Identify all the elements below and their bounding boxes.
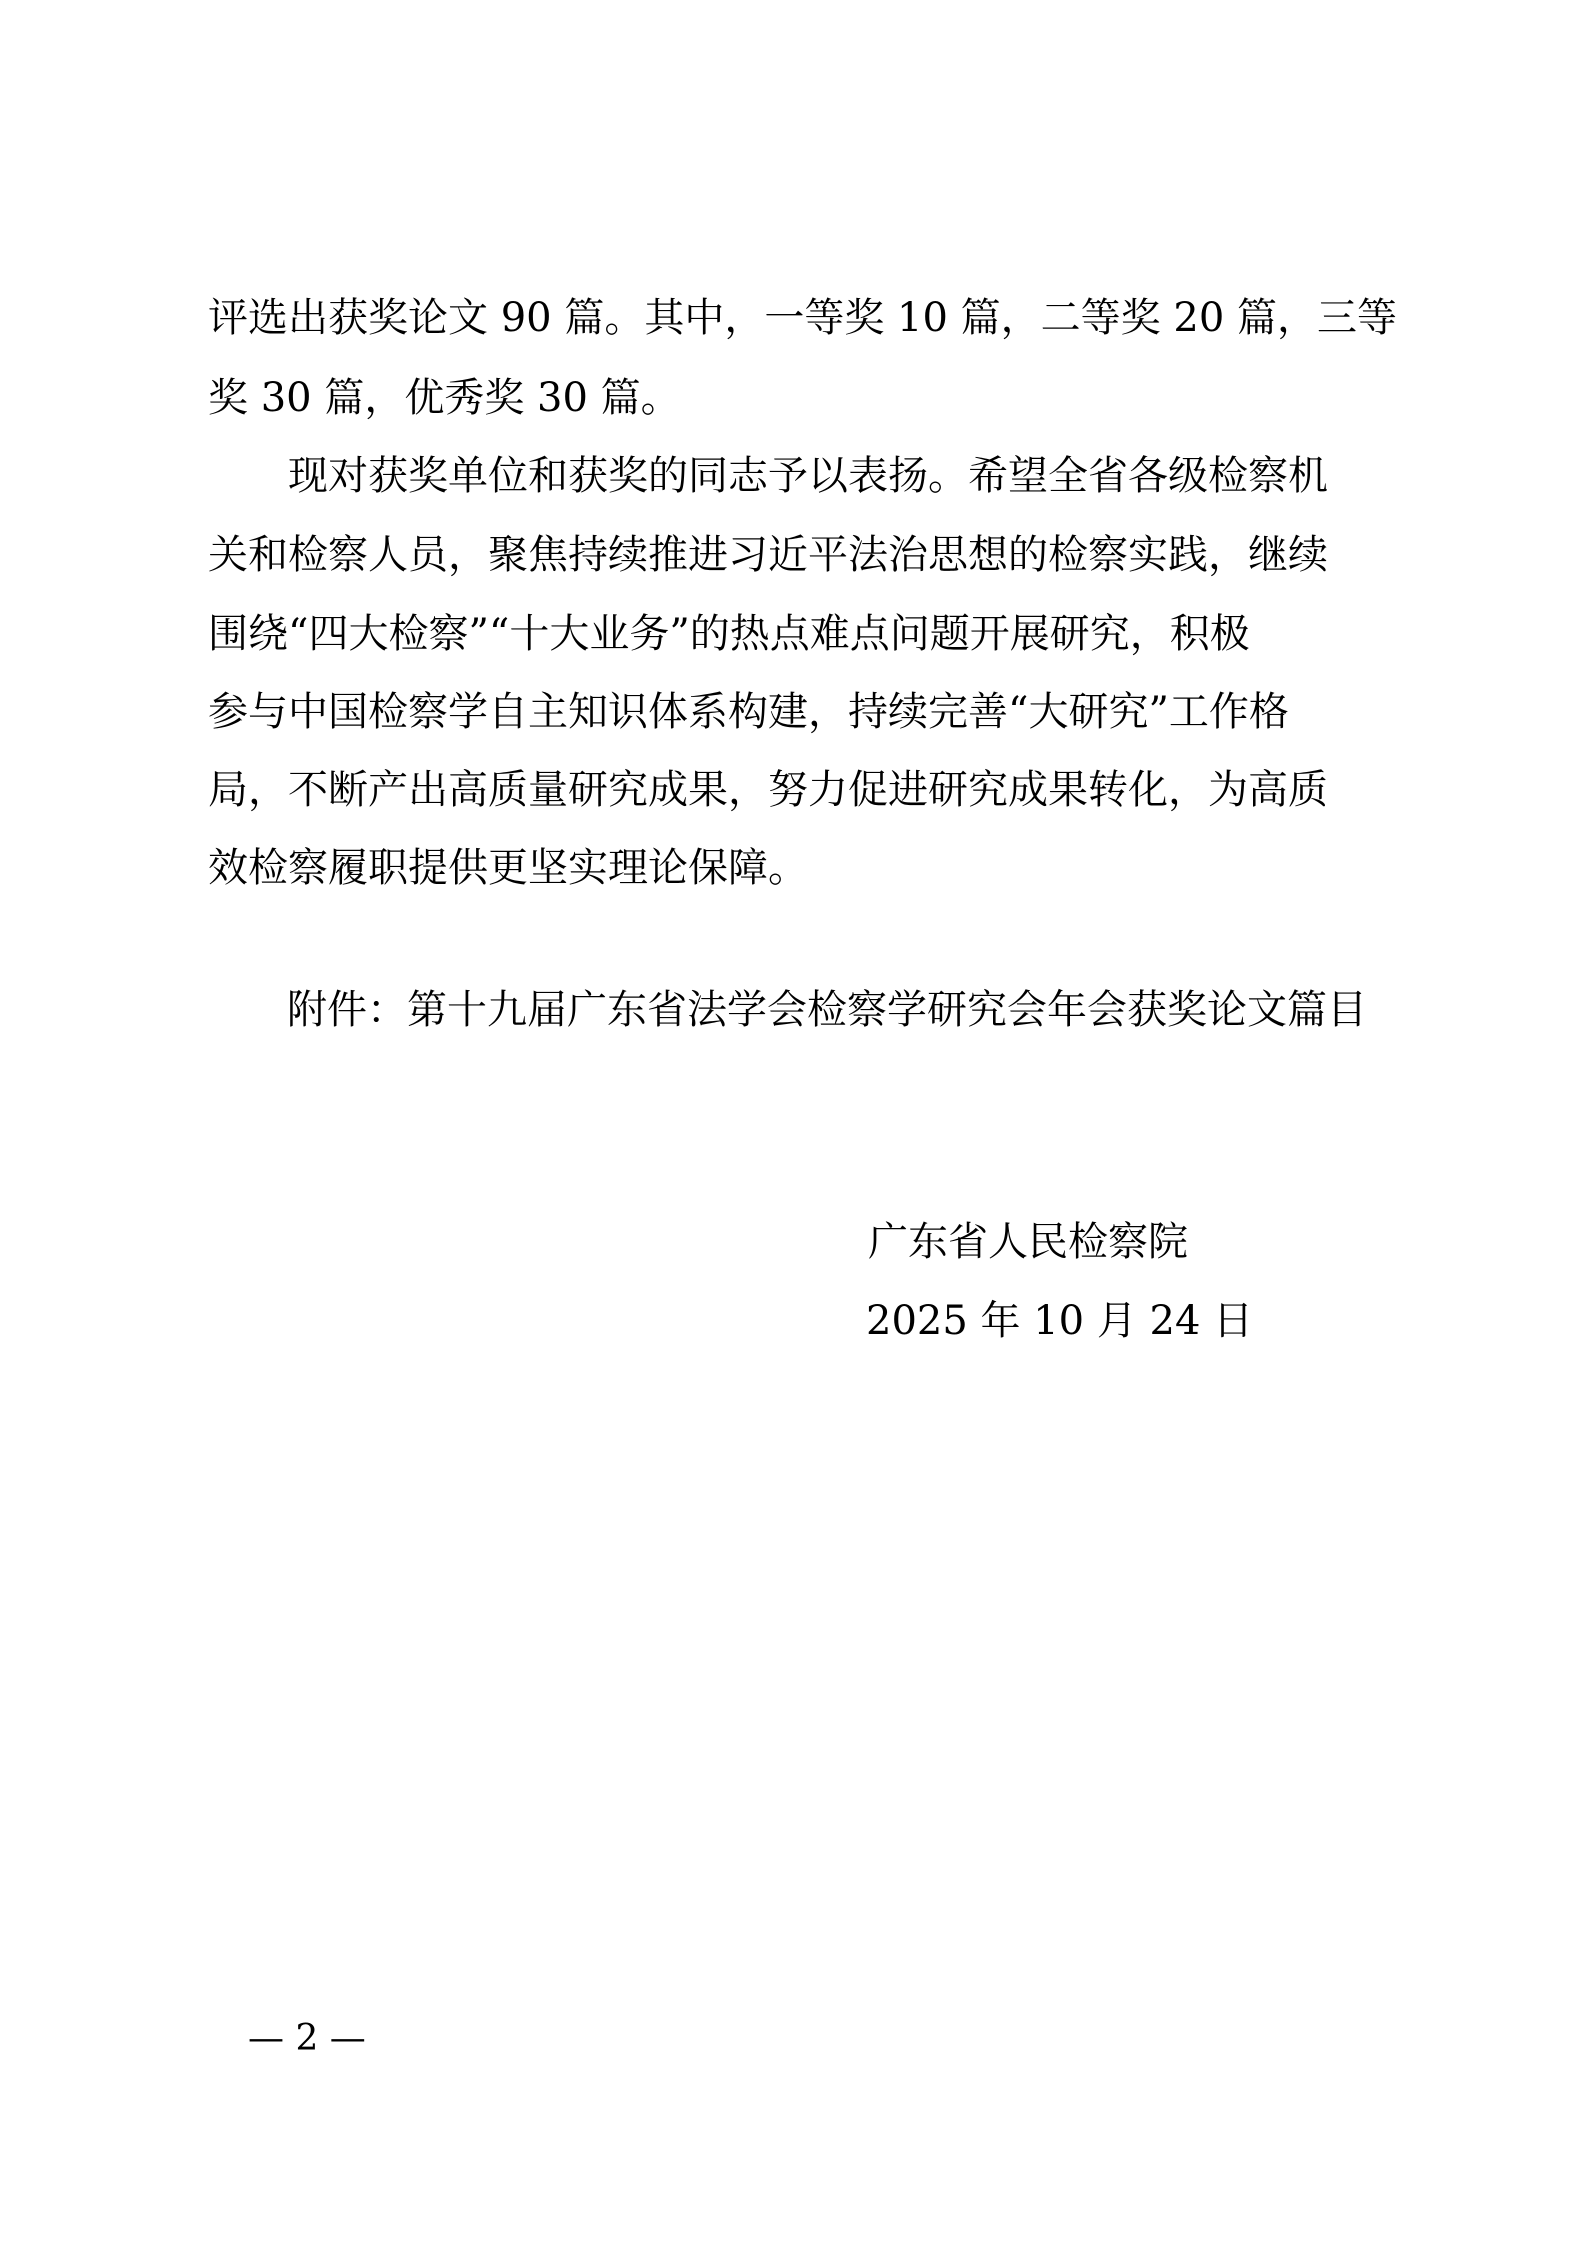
attachment-note: 附件：第十九届广东省法学会检察学研究会年会获奖论文篇目 [287,987,1367,1033]
body-line-4: 关和检察人员，聚焦持续推进习近平法治思想的检察实践，继续 [208,532,1328,578]
body-line-1: 评选出获奖论文 90 篇。其中，一等奖 10 篇，二等奖 20 篇，三等 [208,295,1397,341]
page-number: — 2 — [248,2018,366,2059]
body-line-2: 奖 30 篇，优秀奖 30 篇。 [208,375,681,421]
body-line-3: 现对获奖单位和获奖的同志予以表扬。希望全省各级检察机 [208,453,1328,499]
body-line-8: 效检察履职提供更坚实理论保障。 [208,845,808,891]
body-line-6: 参与中国检察学自主知识体系构建，持续完善“大研究”工作格 [208,689,1289,735]
signature-date: 2025 年 10 月 24 日 [866,1298,1254,1344]
body-line-7: 局，不断产出高质量研究成果，努力促进研究成果转化，为高质 [208,767,1328,813]
body-line-5: 围绕“四大检察”“十大业务”的热点难点问题开展研究，积极 [208,611,1250,657]
signature-organization: 广东省人民检察院 [868,1219,1188,1265]
